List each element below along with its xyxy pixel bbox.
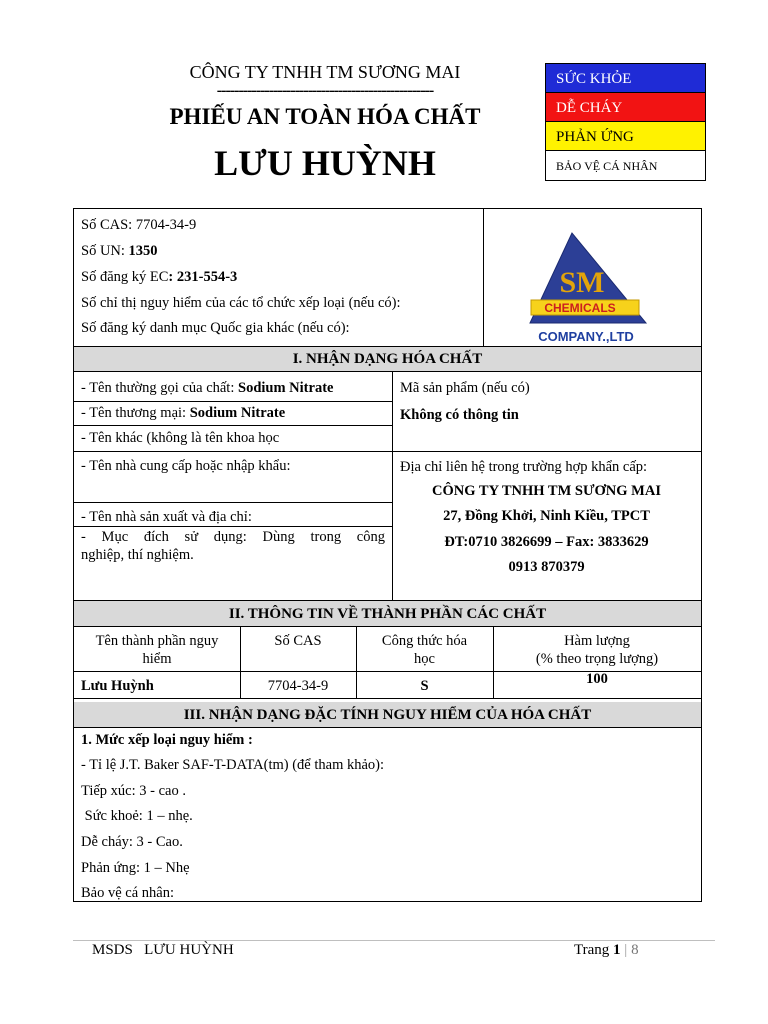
hazard-line-3: Sức khoẻ: 1 – nhẹ. — [81, 808, 193, 824]
purpose-line-2: nghiệp, thí nghiệm. — [81, 547, 194, 563]
header-divider: -------------------------------------------------- — [216, 82, 434, 99]
row-line — [74, 451, 701, 452]
id-divider — [483, 209, 484, 346]
col-header-formula-2: học — [414, 651, 435, 667]
emergency-phone: ĐT:0710 3826699 – Fax: 3833629 — [444, 534, 649, 550]
product-code-label: Mã sản phẩm (nếu có) — [400, 380, 530, 396]
hazard-line-4: Dễ cháy: 3 - Cao. — [81, 834, 183, 850]
logo-company-text: COMPANY.,LTD — [538, 329, 634, 344]
row-line — [74, 425, 392, 426]
emergency-company: CÔNG TY TNHH TM SƯƠNG MAI — [432, 483, 661, 499]
national-reg-row: Số đăng ký danh mục Quốc gia khác (nếu có): — [81, 320, 350, 336]
page-number: Trang 1 | 8 — [574, 942, 639, 958]
footer-divider — [73, 940, 715, 941]
hazard-line-1: - Tỉ lệ J.T. Baker SAF-T-DATA(tm) (để tham khảo): — [81, 757, 385, 773]
product-code-value: Không có thông tin — [400, 407, 519, 423]
document-title: PHIẾU AN TOÀN HÓA CHẤT — [169, 104, 481, 129]
legend-health: SỨC KHỎE — [546, 64, 705, 93]
chemical-title: LƯU HUỲNH — [214, 143, 436, 183]
component-content: 100 — [586, 671, 608, 687]
emergency-mobile: 0913 870379 — [508, 559, 585, 575]
footer-title: MSDS LƯU HUỲNH — [92, 942, 234, 958]
common-name: - Tên thường gọi của chất: Sodium Nitrate — [81, 380, 334, 396]
col-header-component: Tên thành phần nguy — [95, 633, 219, 649]
row-line — [74, 502, 392, 503]
emergency-address: 27, Đồng Khởi, Ninh Kiều, TPCT — [443, 508, 650, 524]
component-name: Lưu Huỳnh — [81, 678, 154, 694]
company-name: CÔNG TY TNHH TM SƯƠNG MAI — [189, 62, 461, 82]
legend-flammability: DỄ CHÁY — [546, 93, 705, 122]
trade-name: - Tên thương mại: Sodium Nitrate — [81, 405, 286, 421]
un-row: Số UN: 1350 — [81, 243, 158, 259]
col-header-content-2: (% theo trọng lượng) — [535, 651, 659, 667]
col-header-formula: Công thức hóa — [381, 633, 468, 649]
row-line — [74, 698, 701, 699]
section-1-header: I. NHẬN DẠNG HÓA CHẤT — [74, 346, 701, 372]
hazard-line-2: Tiếp xúc: 3 - cao . — [81, 783, 186, 799]
component-cas: 7704-34-9 — [267, 678, 329, 694]
row-line — [74, 526, 392, 527]
legend-personal-protection: BẢO VỆ CÁ NHÂN — [546, 151, 705, 180]
legend-reactivity: PHẢN ỨNG — [546, 122, 705, 151]
company-logo — [526, 230, 651, 348]
hazard-org-row: Số chỉ thị nguy hiểm của các tổ chức xếp loại (nếu có): — [81, 295, 401, 311]
supplier: - Tên nhà cung cấp hoặc nhập khẩu: — [81, 458, 291, 474]
ec-row: Số đăng ký EC: 231-554-3 — [81, 269, 238, 285]
hazard-classification-title: 1. Mức xếp loại nguy hiểm : — [81, 732, 253, 748]
emergency-label: Địa chỉ liên hệ trong trường hợp khẩn cấp: — [400, 459, 648, 475]
logo-band-text: CHEMICALS — [544, 301, 616, 315]
logo-letters: SM — [559, 266, 605, 299]
col-header-component-2: hiểm — [142, 651, 172, 667]
other-name: - Tên khác (không là tên khoa học — [81, 430, 280, 446]
purpose-line-1: - Mục đích sử dụng: Dùng trong công — [81, 529, 385, 545]
component-formula: S — [420, 678, 429, 694]
col-header-cas: Số CAS — [274, 633, 322, 649]
hazard-line-6: Bảo vệ cá nhân: — [81, 885, 175, 901]
row-line — [74, 401, 392, 402]
cas-row: Số CAS: 7704-34-9 — [81, 217, 197, 233]
manufacturer: - Tên nhà sản xuất và địa chỉ: — [81, 509, 252, 525]
section-3-header: III. NHẬN DẠNG ĐẶC TÍNH NGUY HIỂM CỦA HÓA CHẤT — [74, 702, 701, 728]
col-header-content: Hàm lượng — [564, 633, 630, 649]
hazard-legend — [545, 63, 706, 181]
section-2-header: II. THÔNG TIN VỀ THÀNH PHẦN CÁC CHẤT — [74, 600, 701, 627]
hazard-line-5: Phản ứng: 1 – Nhẹ — [81, 860, 190, 876]
